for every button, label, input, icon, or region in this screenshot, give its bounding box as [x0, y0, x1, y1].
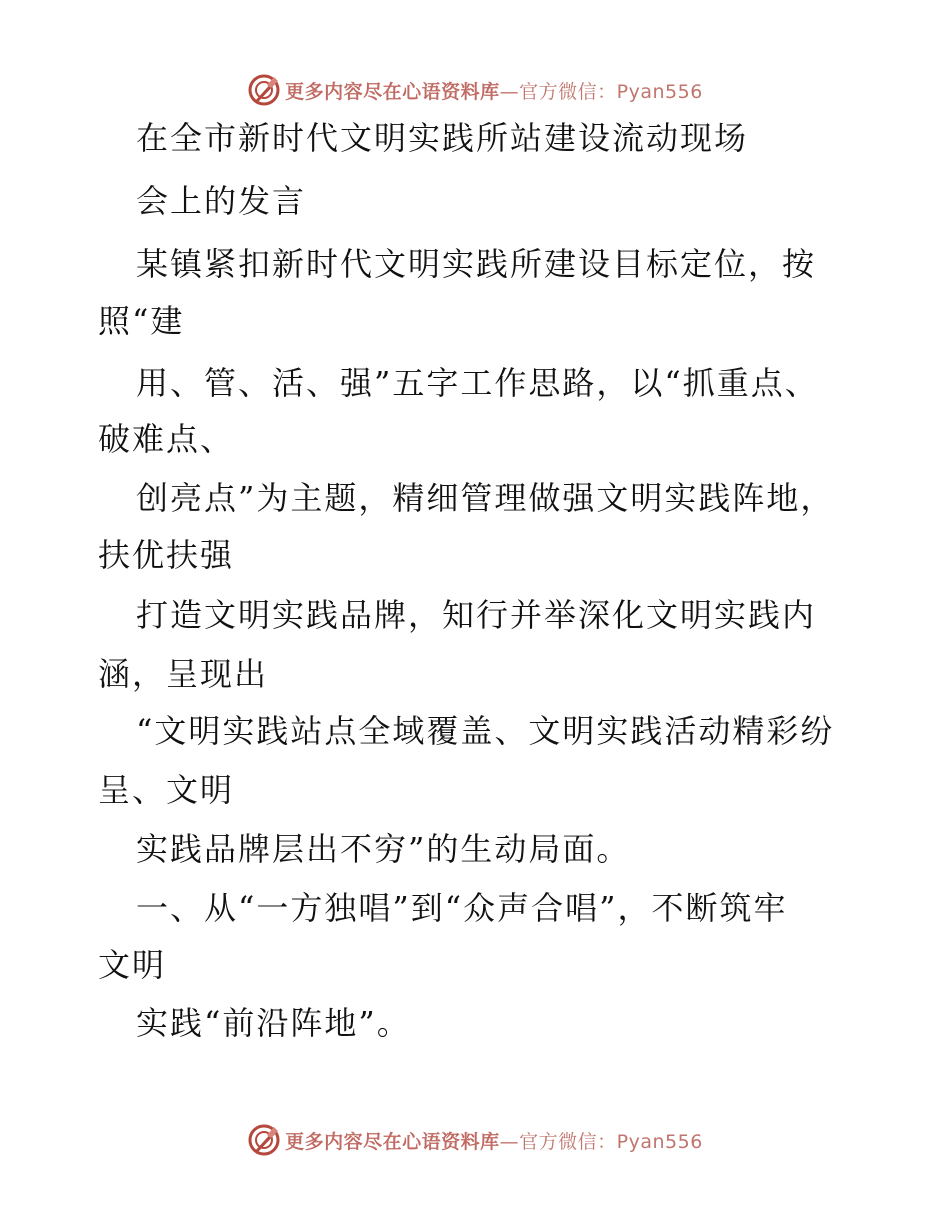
- header-site-text: 更多内容尽在心语资料库: [285, 80, 500, 103]
- quill-logo-icon: [247, 73, 281, 107]
- text-line-9: 打造文明实践品牌，知行并举深化文明实践内: [136, 596, 817, 634]
- text-line-4: 照“建: [98, 302, 185, 340]
- text-line-6: 破难点、: [98, 420, 235, 458]
- text-line-11: “文明实践站点全域覆盖、文明实践活动精彩纷: [136, 712, 835, 750]
- text-line-12: 呈、文明: [98, 771, 235, 809]
- text-line-13: 实践品牌层出不穷”的生动局面。: [136, 830, 631, 868]
- footer-wechat-text: 官方微信：Pyan556: [519, 1130, 703, 1153]
- header-wechat-text: 官方微信：Pyan556: [519, 80, 703, 103]
- quill-logo-icon: [247, 1123, 281, 1157]
- text-line-8: 扶优扶强: [98, 536, 235, 574]
- footer-banner: [0, 1120, 950, 1160]
- text-line-14: 一、从“一方独唱”到“众声合唱”，不断筑牢: [136, 889, 788, 927]
- footer-separator: —: [499, 1130, 520, 1153]
- text-line-10: 涵，呈现出: [98, 655, 269, 693]
- text-line-15: 文明: [98, 946, 167, 984]
- footer-site-text: 更多内容尽在心语资料库: [285, 1130, 500, 1153]
- text-line-2: 会上的发言: [136, 182, 307, 220]
- text-line-5: 用、管、活、强”五字工作思路，以“抓重点、: [136, 364, 819, 402]
- header-separator: —: [499, 80, 520, 103]
- text-line-3: 某镇紧扣新时代文明实践所建设目标定位，按: [136, 245, 817, 283]
- header-banner: [0, 70, 950, 110]
- text-line-16: 实践“前沿阵地”。: [136, 1004, 411, 1042]
- text-line-7: 创亮点”为主题，精细管理做强文明实践阵地，: [136, 479, 835, 517]
- text-line-1: 在全市新时代文明实践所站建设流动现场: [136, 119, 749, 157]
